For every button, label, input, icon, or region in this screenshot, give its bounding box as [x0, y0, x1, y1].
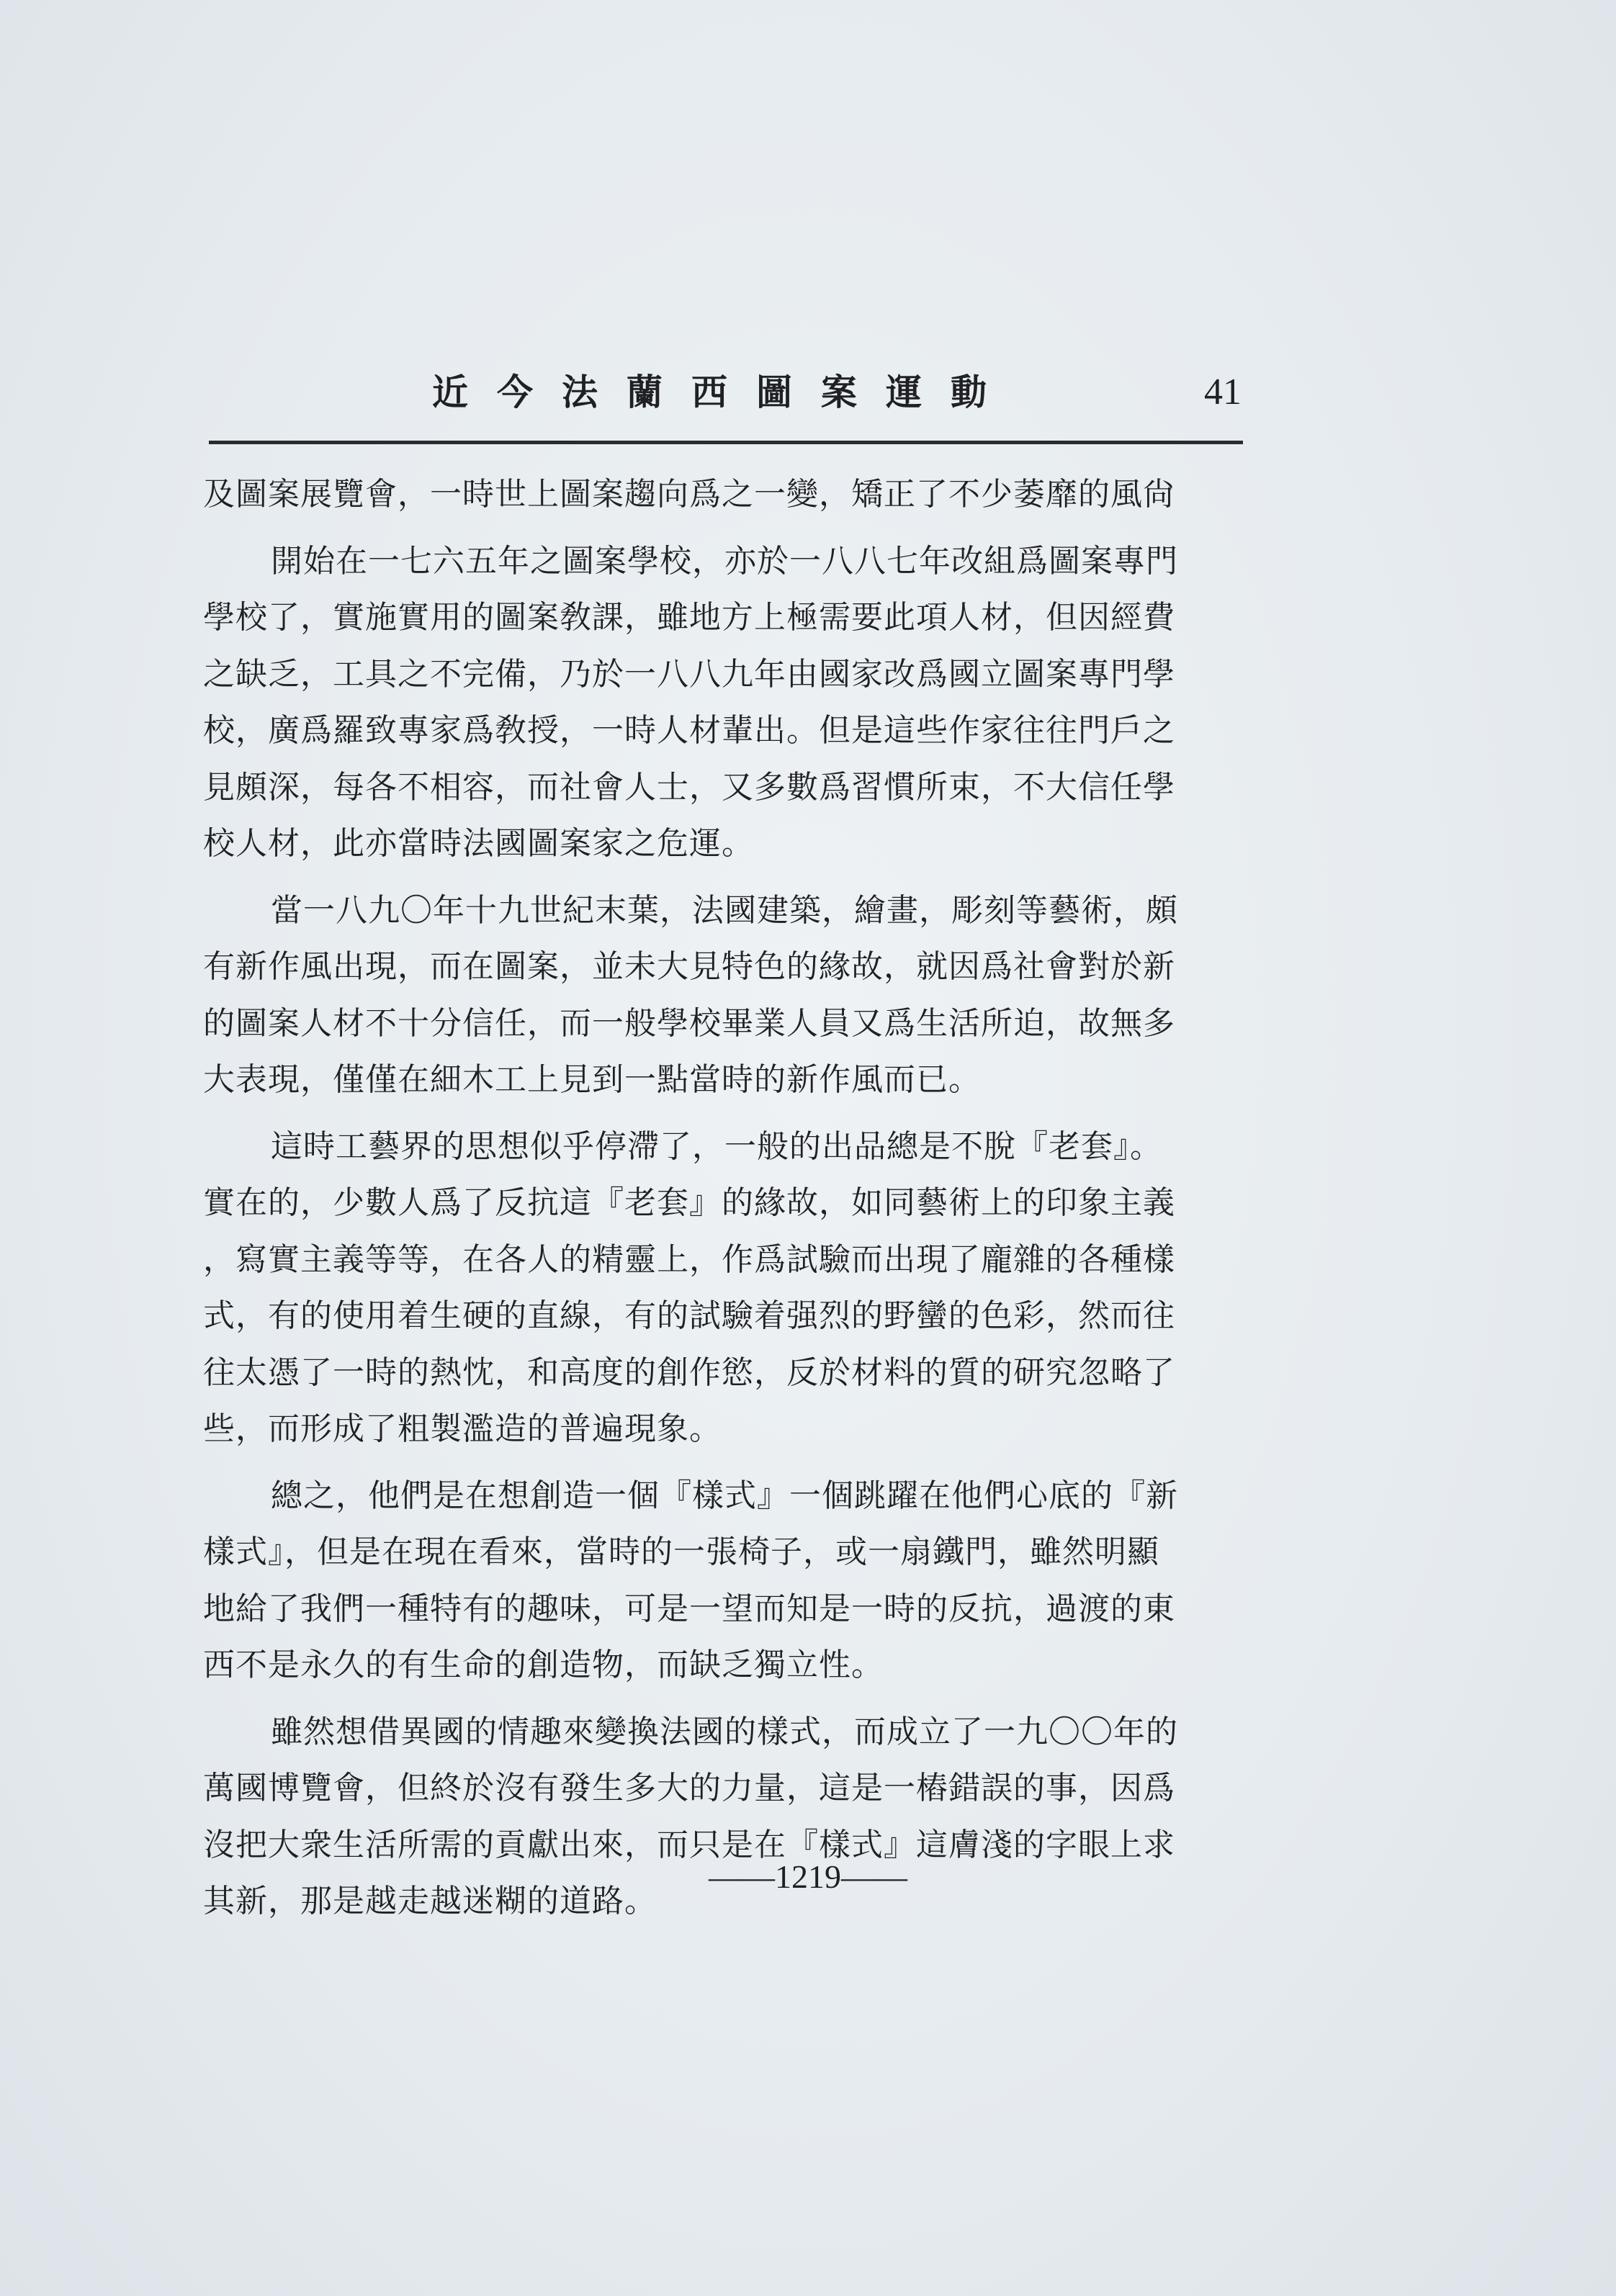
text-line: 地給了我們一種特有的趣味，可是一望而知是一時的反抗，過渡的東: [203, 1590, 1175, 1627]
page-header: [210, 353, 1242, 425]
text-line: 實在的，少數人爲了反抗這『老套』的緣故，如同藝術上的印象主義: [203, 1184, 1175, 1221]
text-line: 些，而形成了粗製濫造的普遍現象。: [203, 1410, 722, 1447]
text-line: 大表現，僅僅在細木工上見到一點當時的新作風而已。: [203, 1061, 981, 1098]
header-rule: [209, 441, 1243, 444]
text-line: 萬國博覽會，但終於沒有發生多大的力量，這是一樁錯誤的事，因爲: [203, 1770, 1175, 1806]
running-title: 近今法蘭西圖案運動: [432, 371, 1015, 413]
text-line: 雖然想借異國的情趣來變換法國的樣式，而成立了一九〇〇年的: [271, 1713, 1178, 1750]
paragraph: [203, 1468, 1247, 1694]
folio-number: ——1219——: [709, 1858, 907, 1895]
text-line: 校人材，此亦當時法國圖案家之危運。: [203, 825, 754, 862]
text-line: 有新作風出現，而在圖案，並未大見特色的緣故，就因爲社會對於新: [203, 948, 1175, 985]
paragraph: [203, 883, 1247, 1109]
text-line: 的圖案人材不十分信任，而一般學校畢業人員又爲生活所迫，故無多: [203, 1004, 1175, 1042]
text-line: 式，有的使用着生硬的直線，有的試驗着强烈的野蠻的色彩，然而往: [203, 1297, 1175, 1334]
page-number: 41: [1204, 372, 1242, 413]
paragraph: [203, 1704, 1247, 1930]
body-text: [203, 467, 1247, 1930]
text-line: 開始在一七六五年之圖案學校，亦於一八八七年改組爲圖案專門: [271, 542, 1178, 580]
paragraph: [203, 1119, 1247, 1458]
text-line: 校，廣爲羅致專家爲敎授，一時人材輩出。但是這些作家往往門戶之: [203, 712, 1175, 749]
text-line: 往太憑了一時的熱忱，和高度的創作慾，反於材料的質的研究忽略了: [203, 1354, 1175, 1391]
text-line: 及圖案展覽會，一時世上圖案趨向爲之一變，矯正了不少萎靡的風尙: [203, 476, 1175, 513]
paragraph: [203, 534, 1247, 873]
text-line: 其新，那是越走越迷糊的道路。: [203, 1883, 657, 1919]
text-line: 樣式』，但是在現在看來，當時的一張椅子，或一扇鐵門，雖然明顯: [203, 1534, 1159, 1570]
text-line: 這時工藝界的思想似乎停滯了，一般的出品總是不脫『老套』。: [271, 1127, 1162, 1165]
text-line: 總之，他們是在想創造一個『樣式』一個跳躍在他們心底的『新: [271, 1477, 1178, 1514]
text-line: 西不是永久的有生命的創造物，而缺乏獨立性。: [203, 1647, 884, 1683]
text-line: 之缺乏，工具之不完備，乃於一八八九年由國家改爲國立圖案專門學: [203, 655, 1175, 693]
text-line: 學校了，實施實用的圖案敎課，雖地方上極需要此項人材，但因經費: [203, 599, 1175, 636]
text-line: ，寫實主義等等，在各人的精靈上，作爲試驗而出現了龐雜的各種樣: [203, 1241, 1175, 1278]
paragraph: [203, 467, 1247, 523]
text-line: 見頗深，每各不相容，而社會人士，又多數爲習慣所束，不大信任學: [203, 768, 1175, 806]
text-line: 當一八九〇年十九世紀末葉，法國建築，繪畫，彫刻等藝術，頗: [271, 891, 1178, 929]
text-line: 沒把大衆生活所需的貢獻出來，而只是在『樣式』這膚淺的字眼上求: [203, 1826, 1175, 1863]
